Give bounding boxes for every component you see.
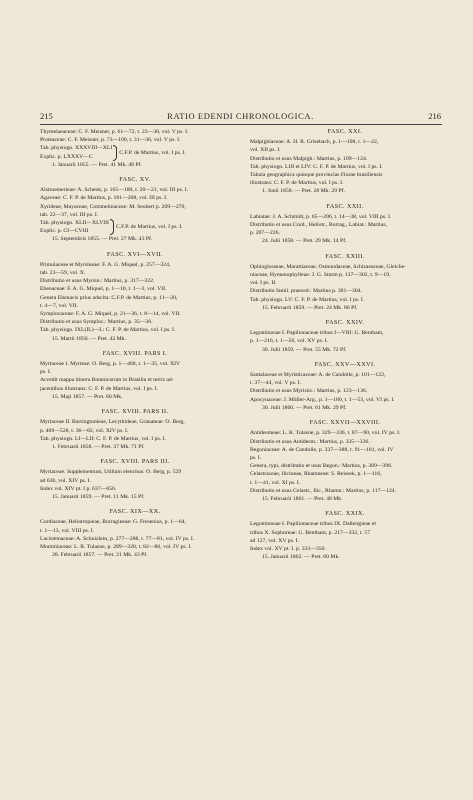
entry-line: Distributio et usus Cord., Heliotr., Borrag., Labiat.: Martius, [250, 222, 387, 229]
entry-line: Genera Ebenacis prius adscita: C.F.P. de Martius, p. 11—20, [40, 294, 178, 301]
fascicle-heading: FASC. XXIV. [325, 319, 365, 327]
entry-line: Genera, typi, distributio et usus Begon.: Martius, p. 389—396. [250, 463, 393, 470]
page-number-left: 215 [40, 111, 53, 121]
running-title: RATIO EDENDI CHRONOLOGICA. [167, 111, 314, 121]
entry-line: Antidesmeae: L. R. Tulasne, p. 329—336, t. 87—90, vol. IV ps. I. [250, 430, 401, 437]
entry-line: Apocynaceae: J. Müller-Arg., p. 1—180, t. 1—53, vol. VI ps. I. [250, 396, 395, 403]
header-rule [40, 124, 442, 125]
brace-entry [40, 144, 230, 160]
entry-line: Thymelaeaceae: C. F. Meisner, p. 61—72, t. 23—30, vol. V ps. I. [40, 129, 189, 135]
fascicle-heading: FASC. XXV—XXVI. [314, 360, 376, 368]
brace-side-text: C.F.P. de Martius, vol. I ps. I. [119, 149, 186, 156]
running-header [40, 111, 441, 123]
entry-line: t. 1—41, vol. XI ps. I. [250, 479, 301, 486]
entry-line: p. 1—216, t. 1—56, vol. XV ps. I. [250, 338, 328, 345]
entry-line: ps. I. [40, 369, 52, 376]
entry-line: Index vol. XV pt. I. p. 333—350. [250, 545, 326, 552]
entry-line: p. 469—528, t. 36—82, vol. XIV ps. I. [40, 427, 129, 434]
date-price-line: 15. Februarii 1859. — Pret. 24 Mk. 86 Pf. [262, 304, 358, 311]
entry-line: Labiatae: J. A. Schmidt, p. 65—206, t. 14—38, vol. VIII ps. I. [250, 213, 392, 220]
brace-entry [40, 219, 230, 235]
entry-line: Tabula geographica quinque provincias Florae brasiliensis [250, 172, 383, 179]
entry-line: illustrans: C. F. P. de Martius, vol. I ps. I. [250, 180, 344, 187]
date-price-line: 28. Februarii 1857. — Pret. 21 Mk. 43 Pf. [52, 552, 148, 559]
entry-line: Leguminosae I. Papilionaceae tribus IX. Dalbergieae et [250, 521, 376, 528]
date-price-line: 30. Julii 1859. — Pret. 55 Mk. 72 Pf. [262, 346, 347, 353]
entry-line: ad 127, vol. XV ps. I. [250, 537, 300, 544]
entry-line: Proteaceae: C. F. Meisner, p. 73—100, t. 31—36, vol. V ps. I. [40, 137, 181, 144]
entry-line: Cordiaceae, Heliotropieae, Borragineae: G. Fresenius, p. 1—64, [40, 519, 186, 526]
brace-lines [40, 144, 112, 160]
fascicle-heading: FASC. XVIII. PARS III. [100, 458, 170, 466]
entry-line: ps. I. [250, 454, 262, 461]
entry-line: Malpighiaceae: A. H. R. Grisebach, p. 1—108, t. 1—22, [250, 139, 379, 146]
entry-line: Celastraceae, Ilicineae, Rhamneae: S. Reissek, p. 1—116, [250, 471, 382, 478]
entry-line: Primulaceae et Myrsineae: F. A. G. Miquel, p. 257—324, [40, 261, 171, 268]
entry-line: Ebenaceae: F. A. G. Miquel, p. 1—10, t. 1—3, vol. VII. [40, 286, 167, 293]
fascicle-heading: FASC. XXI. [327, 128, 363, 135]
brace-line: Explic. p. LXXXV—C [40, 153, 93, 160]
fascicle-heading: FASC. XXIX. [325, 510, 365, 518]
entry-line: ad 636, vol. XIV ps. I. [40, 477, 91, 484]
entry-line: t. 37—44, vol. V ps. I. [250, 380, 301, 387]
entry-line: Accedit mappa itinera Botanicorum in Brasilia et terris ad- [40, 377, 174, 384]
date-price-line: 15. Maji 1857. — Pret. 60 Mk. [52, 393, 123, 400]
entry-line: Distributio et usus Myristic.: Martius, p. 123—136. [250, 388, 368, 395]
entry-line: tab. 23—59, vol. X. [40, 270, 86, 277]
date-price-line: 1. Februarii 1858. — Pret. 37 Mk. 71 Pf. [52, 443, 145, 450]
entry-line: Lacistemaceae: A. Schnizlein, p. 277—288, t. 77—81, vol. IV ps. I. [40, 535, 195, 542]
left-column [40, 128, 230, 559]
entry-line: Tab. physiogn. LI—LII: C. F. P. de Martius, vol. I ps. I. [40, 435, 166, 442]
fascicle-heading: FASC. XXIII. [325, 252, 365, 260]
entry-line: Begoniaceae: A. de Candolle, p. 337—388, t. 91—101, vol. IV [250, 446, 394, 453]
entry-line: Distributio et usus Antidesm.: Martius, p. 335—336. [250, 438, 370, 445]
page-number-right: 216 [428, 111, 441, 121]
entry-line: Myrtaceae I. Myrteae: O. Berg, p. 1—468, t. 1—35, vol. XIV [40, 361, 181, 368]
entry-line: jacentibus illustrans: C. F. P. de Martius, vol. I ps. I. [40, 385, 158, 392]
entry-line: vol. XII ps. I. [250, 147, 281, 154]
brace-lines [40, 219, 109, 235]
entry-line: niaceae, Hymenophylleae: J. G. Sturm p. 137—302, t. 9—19, [250, 272, 391, 279]
entry-line: vol. I ps. II. [250, 280, 277, 287]
entry-line: p. 207—226. [250, 230, 280, 237]
entry-line: Distributio et usus Celastr., Ilic., Rhamn.: Martius, p. 117—124. [250, 487, 397, 494]
date-price-line: 15. Januarii 1862. — Pret. 60 Mk. [262, 554, 340, 561]
date-price-line: 1. Januarii 1855. — Pret. 41 Mk. 48 Pf. [52, 161, 142, 168]
date-price-line: 24. Julii 1858. — Pret. 29 Mk. 14 Pf. [262, 238, 347, 245]
entry-line: Symplocaceae: F. A. G. Miquel, p. 21—36, t. 8—14, vol. VII. [40, 311, 181, 318]
entry-line: tribus X. Sophoreae: G. Bentham, p. 217—332, t. 57 [250, 529, 371, 536]
fascicle-heading: FASC. XVIII. PARS I. [102, 349, 168, 357]
date-price-line: 15. Februarii 1861. — Pret. 48 Mk. [262, 495, 343, 502]
brace-mark [113, 145, 117, 161]
fascicle-heading: FASC. XVI—XVII. [107, 250, 163, 258]
entry-line: Leguminosae I. Papilionaceae tribus I—VIII: G. Bentham, [250, 330, 384, 337]
entry-line: Monimiaceae: L. R. Tulasne, p. 289—328, t. 82—86, vol. IV ps. I. [40, 543, 192, 550]
entry-line: t. 1—13, vol. VIII ps. I. [40, 527, 94, 534]
fascicle-heading: FASC. XXVII—XXVIII. [309, 419, 381, 427]
entry-line: tab. 22—37, vol. III ps. I. [40, 211, 99, 218]
entry-line: Distributio et usus Malpigh.: Martius, p. 109—124. [250, 155, 368, 162]
entry-line: Agaveae: C. F. P. de Martius, p. 181—208, vol. III ps. I. [40, 195, 168, 202]
entry-line: Tab. physiogn. LIII et LIV: C. F. P. de Martius, vol. I ps. I. [250, 163, 383, 170]
entry-line: Distributio et usus Myrsin.: Martius, p. 317—322. [40, 278, 155, 285]
entry-line: t. 4—7, vol. VII. [40, 302, 78, 309]
fascicle-heading: FASC. XVIII. PARS II. [101, 408, 169, 416]
brace-line: Explic. p. CI—CVIII [40, 228, 89, 235]
right-column [250, 128, 440, 561]
entry-line: Myrtaceae. Supplementum, Utilium elenchus: O. Berg, p. 529 [40, 469, 182, 476]
entry-line: Myrtaceae II. Barringtonieae, Lecythideae, Granateae: O. Berg, [40, 419, 185, 426]
entry-line: Xyrideae, Mayaceae, Commelinaceae: M. Seubert p. 209—270, [40, 203, 186, 210]
brace-line: Tab. physiogn. XXXVIII—XLI [40, 145, 113, 152]
entry-line: Distributio famil. praeced.: Martius p. 301—304. [250, 288, 362, 295]
entry-line: Distributio et usus Symploc.: Martius, p. 35—36. [40, 319, 153, 326]
entry-line: Tab. physiogn. LV: C. F. P. de Martius, vol. I ps. I. [250, 296, 365, 303]
fascicle-heading: FASC. XXII. [326, 202, 364, 210]
fascicle-heading: FASC. XV. [119, 176, 151, 184]
date-price-line: 15. Septembris 1855. — Pret. 27 Mk. 43 Pf. [52, 236, 153, 243]
entry-line: Santalaceae et Myristicaceae: A. de Candolle, p. 101—122, [250, 372, 386, 379]
brace-mark [110, 219, 114, 235]
entry-line: Alstroemerieae: A. Schenk, p. 165—180, t. 20—21, vol. III ps. I. [40, 187, 189, 194]
fascicle-heading: FASC. XIX—XX. [109, 508, 161, 516]
date-price-line: 1. Junii 1858. — Pret. 28 Mk. 29 Pf. [262, 188, 345, 195]
entry-line: Index vol. XIV pt. I p. 637—656. [40, 485, 117, 492]
entry-line: Ophioglosseae, Marattiaceae, Osmundaceae, Schizaeaceae, Gleiche- [250, 263, 407, 270]
brace-side-text: C.F.P. de Martius, vol. I ps. I. [115, 224, 183, 231]
date-price-line: 30. Julii 1860. — Pret. 61 Mk. 29 Pf. [262, 404, 347, 411]
date-price-line: 15. Martii 1856. — Pret. 42 Mk. [52, 335, 126, 342]
entry-line: Tab. physiogn. IXL(IL)—L: C. F. P. de Martius, vol. I ps. I. [40, 327, 176, 334]
brace-line: Tab. physiogn. XLII—XLVIII [40, 220, 109, 227]
date-price-line: 15. Januarii 1859. — Pret. 11 Mk. 15 Pf. [52, 493, 145, 500]
